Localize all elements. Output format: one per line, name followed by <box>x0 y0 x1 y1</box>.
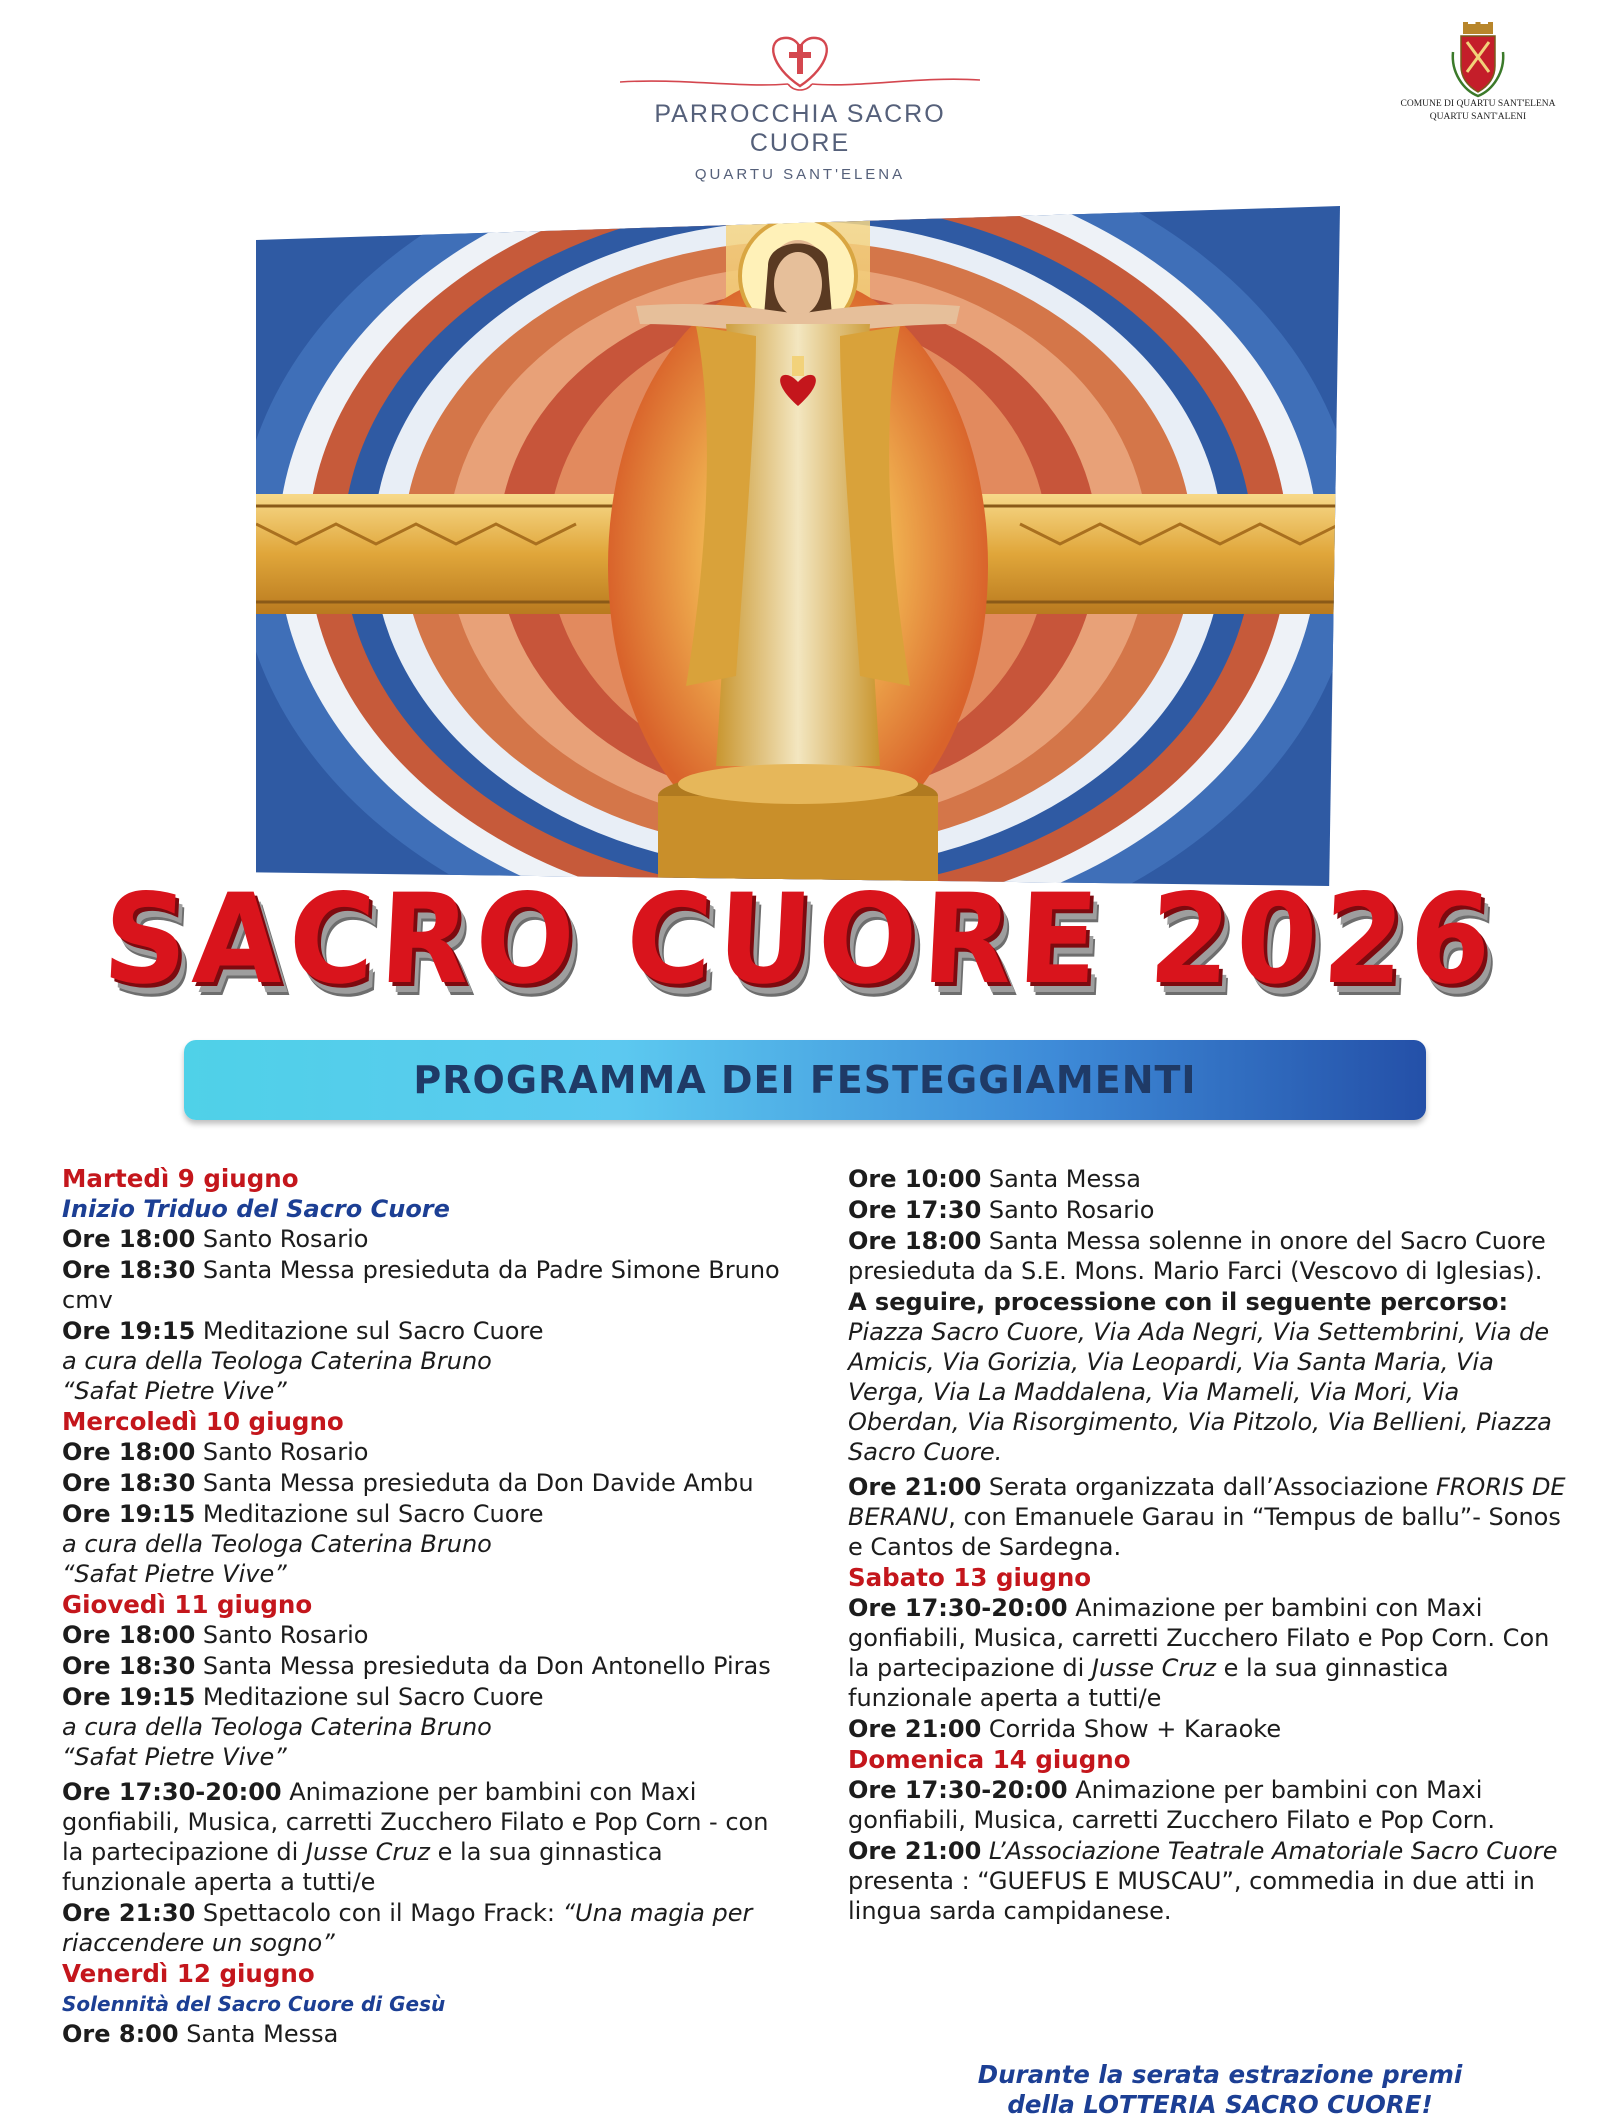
program-banner-text: PROGRAMMA DEI FESTEGGIAMENTI <box>413 1058 1197 1102</box>
event-note: “Safat Pietre Vive” <box>62 1743 287 1771</box>
lottery-note-line: della LOTTERIA SACRO CUORE! <box>1007 2090 1433 2119</box>
event-text: Santo Rosario <box>195 1621 369 1649</box>
sacred-heart-artwork <box>256 206 1340 886</box>
day-heading: Domenica 14 giugno <box>848 1745 1131 1774</box>
parish-logo <box>620 30 980 183</box>
event-item <box>848 1593 1568 1713</box>
event-item <box>62 1898 782 1958</box>
lottery-note-line: Durante la serata estrazione premi <box>977 2060 1463 2089</box>
event-show-title: “Una magia per riaccendere un sogno” <box>62 1899 753 1957</box>
event-text: Santa Messa solenne in onore del Sacro Cuore presieduta da S.E. Mons. Mario Farci (Vescovo di Iglesias). <box>848 1227 1546 1285</box>
event-item <box>848 1775 1568 1835</box>
event-item <box>848 1714 1568 1744</box>
event-guest: L’Associazione Teatrale Amatoriale Sacro Cuore <box>981 1837 1558 1865</box>
day-heading: Giovedì 11 giugno <box>62 1590 313 1619</box>
event-text: Santo Rosario <box>195 1438 369 1466</box>
event-time: Ore 21:00 <box>848 1715 982 1743</box>
event-item <box>62 1682 782 1772</box>
event-text: Santa Messa presieduta da Don Davide Ambu <box>195 1469 754 1497</box>
procession-heading: A seguire, processione con il seguente percorso: <box>848 1288 1509 1316</box>
event-item <box>62 1651 782 1681</box>
event-item <box>62 1316 782 1406</box>
event-time: Ore 17:30-20:00 <box>62 1778 282 1806</box>
event-guest: Jusse Cruz <box>1091 1654 1217 1682</box>
day-heading: Martedì 9 giugno <box>62 1164 299 1193</box>
event-time: Ore 19:15 <box>62 1683 196 1711</box>
event-text: presenta : “GUEFUS E MUSCAU”, commedia in due atti in lingua sarda campidanese. <box>848 1867 1535 1925</box>
event-note: “Safat Pietre Vive” <box>62 1560 287 1588</box>
event-text: Santo Rosario <box>981 1196 1155 1224</box>
event-item <box>848 1836 1568 1926</box>
event-guest: Jusse Cruz <box>305 1838 431 1866</box>
event-item <box>848 1195 1568 1225</box>
parish-city: QUARTU SANT'ELENA <box>694 166 906 183</box>
event-text: Corrida Show + Karaoke <box>981 1715 1282 1743</box>
day-heading: Mercoledì 10 giugno <box>62 1407 344 1436</box>
day-subtitle: Solennità del Sacro Cuore di Gesù <box>62 1992 446 2016</box>
event-time: Ore 18:30 <box>62 1652 196 1680</box>
day-subtitle: Inizio Triduo del Sacro Cuore <box>62 1195 450 1223</box>
event-time: Ore 21:00 <box>848 1837 982 1865</box>
procession-item <box>848 1287 1568 1467</box>
heart-cross-icon <box>620 30 980 94</box>
day-heading: Venerdì 12 giugno <box>62 1959 315 1988</box>
event-item <box>848 1472 1568 1562</box>
event-note: a cura della Teologa Caterina Bruno <box>62 1347 492 1375</box>
event-time: Ore 8:00 <box>62 2020 179 2048</box>
coat-of-arms-icon <box>1449 22 1507 98</box>
event-time: Ore 18:30 <box>62 1256 196 1284</box>
procession-route: Piazza Sacro Cuore, Via Ada Negri, Via Settembrini, Via de Amicis, Via Gorizia, Via Leopardi, Via Santa Maria, Via Verga, Via La Maddalena, Via Mameli, Via Mori, Via Oberdan, Via Risorgimento, Via Pitzolo, Via Bellieni, Piazza Sacro Cuore. <box>848 1318 1552 1466</box>
event-note: “Safat Pietre Vive” <box>62 1377 287 1405</box>
event-item <box>62 1499 782 1589</box>
event-text: Meditazione sul Sacro Cuore <box>195 1683 544 1711</box>
event-title <box>0 868 1600 1012</box>
event-time: Ore 18:30 <box>62 1469 196 1497</box>
event-item <box>848 1164 1568 1194</box>
event-time: Ore 21:30 <box>62 1899 196 1927</box>
schedule-left-column <box>62 1164 782 2050</box>
event-text: Animazione per bambini con Maxi gonfiabili, Musica, carretti Zucchero Filato e Pop Corn. <box>848 1776 1496 1834</box>
schedule-right-column <box>848 1164 1568 1927</box>
event-item <box>62 1437 782 1467</box>
event-text: Spettacolo con il Mago Frack: <box>195 1899 563 1927</box>
event-item <box>848 1226 1568 1286</box>
parish-name: PARROCCHIA SACRO CUORE <box>654 100 946 157</box>
program-banner <box>184 1040 1426 1120</box>
event-item <box>62 1255 782 1315</box>
event-text: Santa Messa presieduta da Don Antonello Piras <box>195 1652 771 1680</box>
event-note: a cura della Teologa Caterina Bruno <box>62 1713 492 1741</box>
event-guest: FRORIS DE BERANU <box>848 1473 1566 1531</box>
event-note: a cura della Teologa Caterina Bruno <box>62 1530 492 1558</box>
event-time: Ore 18:00 <box>62 1225 196 1253</box>
event-title-text: SACRO CUORE 2026 <box>99 868 1501 1012</box>
municipality-emblem <box>1378 22 1578 124</box>
event-time: Ore 18:00 <box>848 1227 982 1255</box>
event-text: Animazione per bambini con Maxi gonfiabili, Musica, carretti Zucchero Filato e Pop Corn. Con la partecipazione di <box>848 1594 1550 1682</box>
event-text: e la sua ginnastica funzionale aperta a tutti/e <box>848 1654 1449 1712</box>
municipality-name-sardinian: QUARTU SANT'ALENI <box>1429 112 1527 122</box>
event-time: Ore 21:00 <box>848 1473 982 1501</box>
day-heading: Sabato 13 giugno <box>848 1563 1092 1592</box>
event-text: Serata organizzata dall’Associazione <box>981 1473 1436 1501</box>
event-text: e la sua ginnastica funzionale aperta a tutti/e <box>62 1838 663 1896</box>
event-time: Ore 18:00 <box>62 1438 196 1466</box>
event-item <box>62 2019 782 2049</box>
event-text: Santa Messa <box>981 1165 1141 1193</box>
event-time: Ore 17:30 <box>848 1196 982 1224</box>
event-text: Meditazione sul Sacro Cuore <box>195 1317 544 1345</box>
event-time: Ore 19:15 <box>62 1500 196 1528</box>
event-time: Ore 10:00 <box>848 1165 982 1193</box>
event-text: Animazione per bambini con Maxi gonfiabili, Musica, carretti Zucchero Filato e Pop Corn - con la partecipazione di <box>62 1778 769 1866</box>
event-time: Ore 17:30-20:00 <box>848 1776 1068 1804</box>
lottery-note <box>860 2060 1580 2120</box>
event-item <box>62 1620 782 1650</box>
event-text: Santa Messa <box>178 2020 339 2048</box>
event-item <box>62 1777 782 1897</box>
event-text: , con Emanuele Garau in “Tempus de ballu”- Sonos e Cantos de Sardegna. <box>848 1503 1561 1561</box>
event-text: Santa Messa presieduta da Padre Simone Bruno cmv <box>62 1256 780 1314</box>
event-text: Santo Rosario <box>195 1225 369 1253</box>
event-time: Ore 18:00 <box>62 1621 196 1649</box>
event-time: Ore 17:30-20:00 <box>848 1594 1068 1622</box>
event-text: Meditazione sul Sacro Cuore <box>195 1500 544 1528</box>
event-time: Ore 19:15 <box>62 1317 196 1345</box>
event-item <box>62 1224 782 1254</box>
municipality-name: COMUNE DI QUARTU SANT'ELENA <box>1400 99 1556 109</box>
event-item <box>62 1468 782 1498</box>
